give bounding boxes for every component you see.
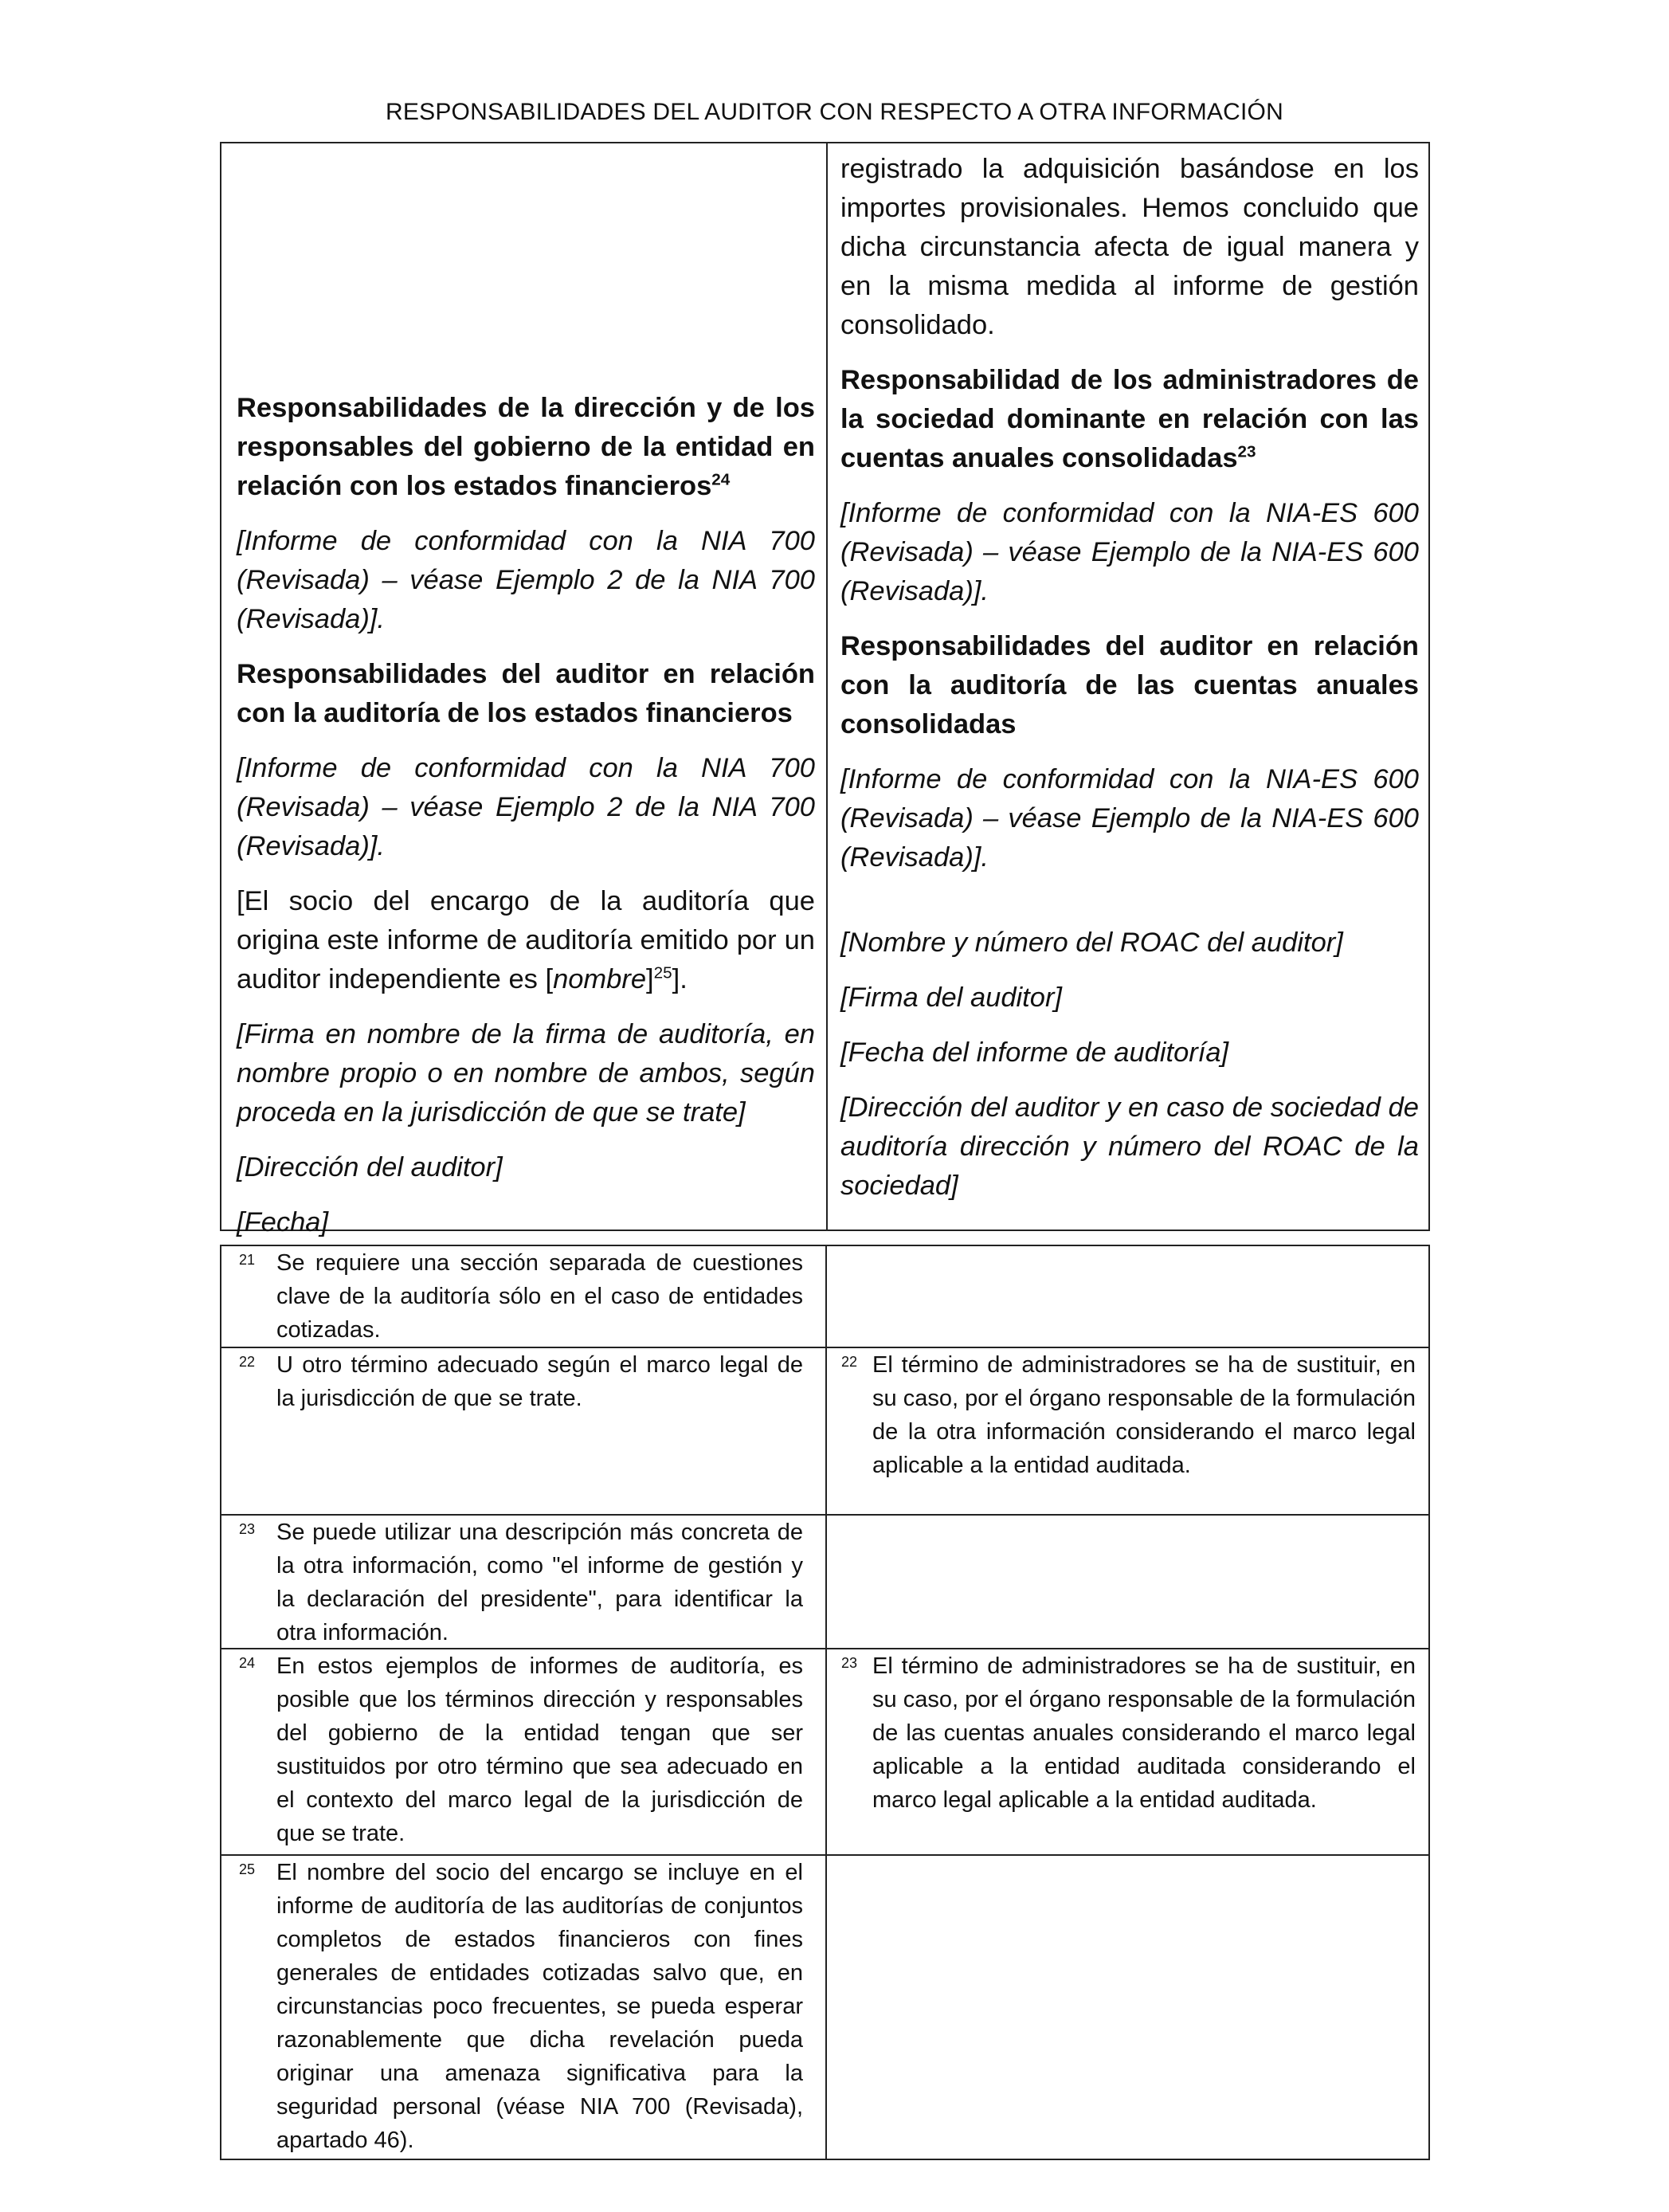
- footnote-ref: 23: [1237, 442, 1256, 461]
- right-paragraph-date: [Fecha del informe de auditoría]: [840, 1037, 1229, 1068]
- footnote-22-right: 22 El término de administradores se ha de sustituir, en su caso, por el órgano responsable de la formulación de la otra información considerando el marco legal aplicable a la entidad auditada.: [827, 1348, 1430, 1482]
- right-paragraph-intro: registrado la adquisición basándose en los importes provisionales. Hemos concluido que dicha circunstancia afecta de igual manera y en la misma medida al informe de gestión consolidado.: [840, 154, 1419, 340]
- right-heading-administrators: Responsabilidad de los administradores de la sociedad dominante en relación con las cuentas anuales consolidadas$^{23}$: [840, 365, 1419, 473]
- footnote-23: 23 Se puede utilizar una descripción más concreta de la otra información, como "el informe de gestión y la declaración del presidente", para identificar la otra información.: [221, 1516, 825, 1649]
- footnote-25: 25 El nombre del socio del encargo se incluye en el informe de auditoría de las auditorías de conjuntos completos de estados financieros con fines generales de entidades cotizadas salvo que, en circunstancias poco frecuentes, se pueda esperar razonablemente que dicha revelación pueda originar una amenaza significativa para la seguridad personal (véase NIA 700 (Revisada), apartado 46).: [221, 1856, 825, 2157]
- left-paragraph-address: [Dirección del auditor]: [237, 1152, 503, 1182]
- left-heading-management: Responsabilidades de la dirección y de los responsables del gobierno de la entidad en relación con los estados financieros$^{24}$: [237, 393, 815, 501]
- left-paragraph-partner: [El socio del encargo de la auditoría que origina este informe de auditoría emitido por un auditor independiente es [nombre]$^{25}$].: [237, 886, 815, 994]
- footnote-24: 24 En estos ejemplos de informes de auditoría, es posible que los términos dirección y responsables del gobierno de la entidad tengan que ser sustituidos por otro término que sea adecuado en el contexto del marco legal de la jurisdicción de que se trate.: [221, 1649, 825, 1850]
- left-paragraph-nia700-2: [Informe de conformidad con la NIA 700 (Revisada) – véase Ejemplo 2 de la NIA 700 (Revisada)].: [237, 753, 815, 861]
- right-heading-auditor: Responsabilidades del auditor en relación con la auditoría de las cuentas anuales consolidadas: [840, 631, 1419, 739]
- right-paragraph-niaes600-1: [Informe de conformidad con la NIA-ES 600 (Revisada) – véase Ejemplo de la NIA-ES 600 (Revisada)].: [840, 498, 1419, 606]
- right-paragraph-roac: [Nombre y número del ROAC del auditor]: [840, 928, 1343, 958]
- comparison-table: [220, 142, 1430, 1237]
- footnote-ref: 24: [711, 470, 731, 489]
- left-paragraph-date: [Fecha]: [237, 1207, 329, 1237]
- left-column: [237, 143, 815, 1237]
- right-paragraph-signature: [Firma del auditor]: [840, 982, 1063, 1013]
- footnote-number: 22: [841, 1354, 858, 1370]
- right-paragraph-niaes600-2: [Informe de conformidad con la NIA-ES 600 (Revisada) – véase Ejemplo de la NIA-ES 600 (Revisada)].: [840, 764, 1419, 873]
- footnote-23-right: 23 El término de administradores se ha de sustituir, en su caso, por el órgano responsable de la formulación de las cuentas anuales considerando el marco legal aplicable a la entidad auditada considerando el marco legal aplicable a la entidad auditada.: [827, 1649, 1430, 1817]
- footnote-number: 23: [239, 1521, 256, 1537]
- footnotes-table: [220, 1245, 1430, 2160]
- left-paragraph-nia700-1: [Informe de conformidad con la NIA 700 (Revisada) – véase Ejemplo 2 de la NIA 700 (Revisada)].: [237, 526, 815, 634]
- column-divider: [826, 143, 828, 1230]
- right-column: [840, 143, 1419, 1230]
- left-paragraph-signature: [Firma en nombre de la firma de auditoría, en nombre propio o en nombre de ambos, según proceda en la jurisdicción de que se trate]: [237, 1019, 815, 1128]
- footnote-row: [221, 1648, 1428, 1854]
- footnote-21: 21 Se requiere una sección separada de cuestiones clave de la auditoría sólo en el caso de entidades cotizadas.: [221, 1246, 825, 1347]
- footnote-row: [221, 1854, 1428, 2159]
- footnote-number: 22: [239, 1354, 256, 1370]
- footnote-ref: 25: [653, 963, 672, 982]
- right-paragraph-address: [Dirección del auditor y en caso de sociedad de auditoría dirección y número del ROAC de la sociedad]: [840, 1092, 1419, 1201]
- footnote-number: 24: [239, 1655, 256, 1671]
- left-heading-auditor: Responsabilidades del auditor en relación con la auditoría de los estados financieros: [237, 659, 815, 728]
- footnote-row: [221, 1246, 1428, 1347]
- footnote-row: [221, 1514, 1428, 1648]
- page-header: RESPONSABILIDADES DEL AUDITOR CON RESPECTO A OTRA INFORMACIÓN: [386, 99, 1283, 125]
- footnote-22: 22 U otro término adecuado según el marco legal de la jurisdicción de que se trate.: [221, 1348, 825, 1415]
- footnote-number: 23: [841, 1655, 858, 1671]
- footnote-row: [221, 1347, 1428, 1514]
- footnote-number: 25: [239, 1861, 256, 1877]
- footnote-number: 21: [239, 1252, 256, 1268]
